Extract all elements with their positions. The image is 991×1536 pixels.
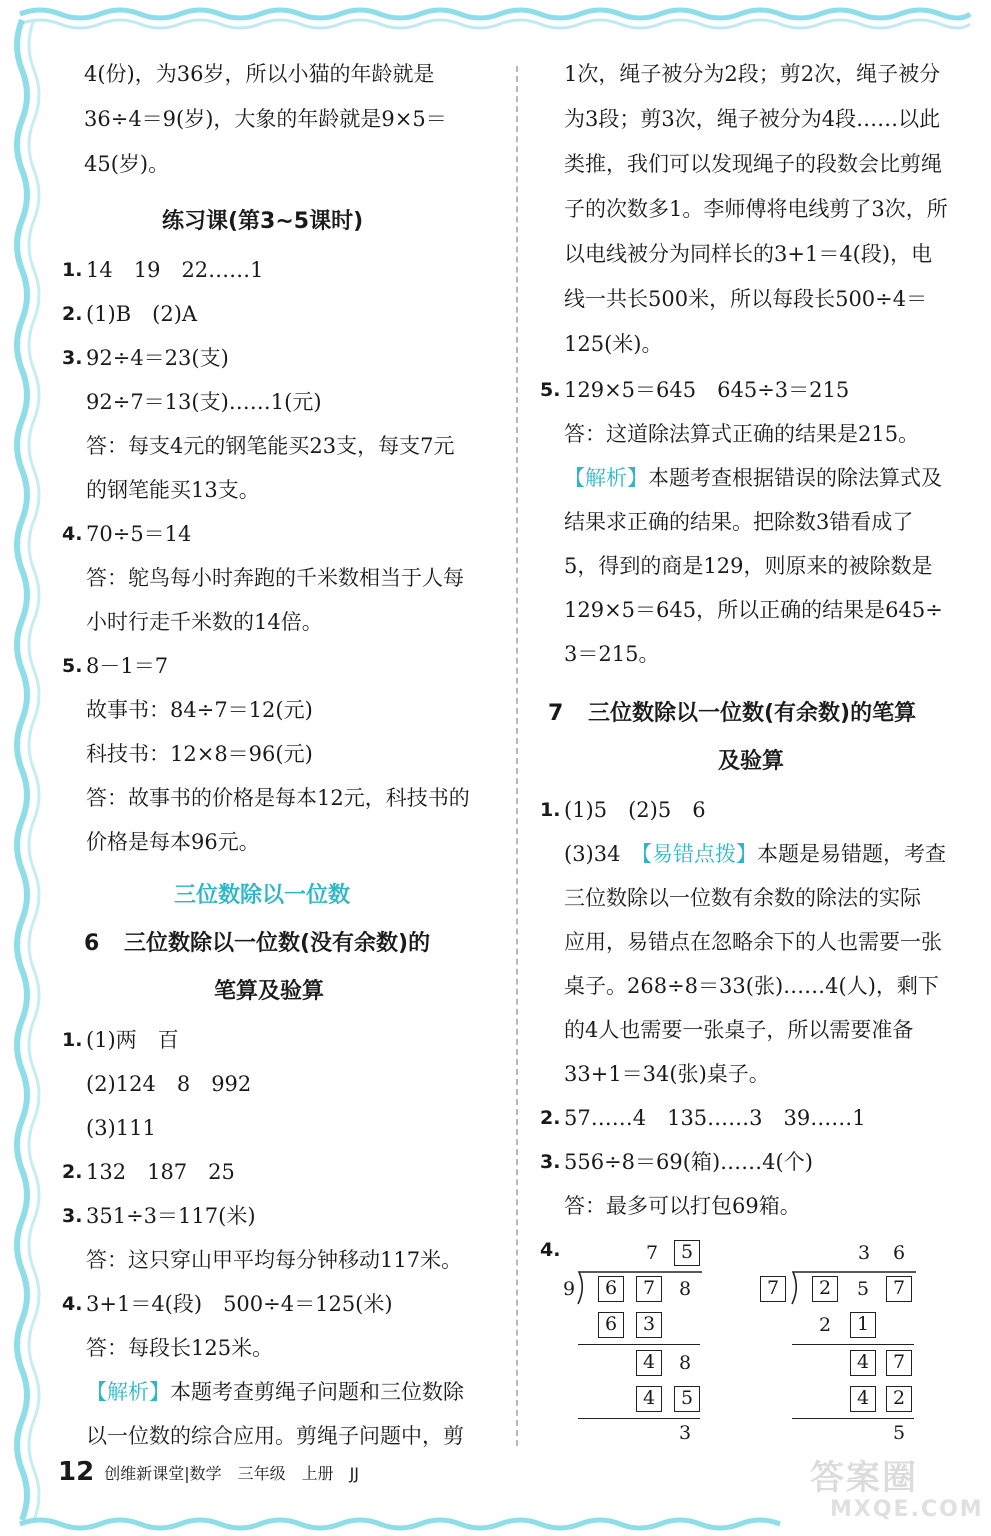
- intro-line: 4(份)，为36岁，所以小猫的年龄就是: [84, 62, 435, 86]
- answer-line: 故事书：84÷7＝12(元): [86, 698, 313, 722]
- question-number: 3.: [62, 1205, 83, 1227]
- question-number: 4.: [540, 1239, 561, 1261]
- answer-box: 6: [598, 1276, 624, 1302]
- intro-line: 36÷4＝9(岁)，大象的年龄就是9×5＝: [84, 107, 447, 131]
- lesson-number: 7: [548, 701, 564, 726]
- answer-line: 的钢笔能买13支。: [86, 478, 260, 502]
- analysis-text: 本题考查根据错误的除法算式及: [648, 466, 942, 490]
- analysis-line: 125(米)。: [564, 332, 663, 356]
- decorative-left-border: [0, 0, 48, 1536]
- analysis-line: [564, 462, 942, 494]
- final-remainder: 3: [678, 1422, 692, 1444]
- divisor-digit: 9: [562, 1278, 576, 1300]
- question-number: 2.: [62, 303, 83, 325]
- answer-line: 70÷5＝14: [86, 522, 192, 546]
- answer-line: (3)111: [86, 1116, 156, 1140]
- analysis-line: 的4人也需要一张桌子，所以需要准备: [564, 1018, 914, 1042]
- question-number: 5.: [540, 379, 561, 401]
- intro-line: 45(岁)。: [84, 152, 170, 176]
- question-number: 1.: [62, 1029, 83, 1051]
- answer-box: 2: [886, 1386, 912, 1412]
- question-number: 5.: [62, 655, 83, 677]
- question-number: 3.: [540, 1151, 561, 1173]
- quotient-digit: 7: [645, 1242, 659, 1264]
- answer-box: 7: [636, 1276, 662, 1302]
- watermark-logo: 答案圈: [810, 1458, 918, 1498]
- analysis-line: 129×5＝645，所以正确的结果是645÷: [564, 598, 943, 622]
- answer-box: 4: [850, 1386, 876, 1412]
- page-footer: [58, 1457, 359, 1487]
- analysis-text: 本题是易错题，考查: [756, 842, 946, 866]
- dividend-digit: 8: [678, 1278, 692, 1300]
- analysis-line: 33+1＝34(张)桌子。: [564, 1062, 770, 1086]
- answer-box: 1: [850, 1312, 876, 1338]
- answer-box: 7: [760, 1276, 786, 1302]
- error-tip-tag: 【易错点拨】: [641, 842, 757, 866]
- page-number: 12: [58, 1457, 95, 1487]
- book-info: 创维新课堂|数学 三年级 上册 JJ: [104, 1463, 360, 1483]
- answer-line: (2)124 8 992: [86, 1072, 252, 1096]
- remainder-digit: 8: [678, 1352, 692, 1374]
- analysis-line: 线一共长500米，所以每段长500÷4＝: [564, 287, 928, 311]
- quotient-digit: 3: [857, 1242, 871, 1264]
- answer-line: (1)5 (2)5 6: [564, 798, 706, 822]
- analysis-text: 本题考查剪绳子问题和三位数除: [170, 1380, 464, 1404]
- answer-box: 2: [812, 1276, 838, 1302]
- analysis-line: 3＝215。: [564, 642, 660, 666]
- answer-line: 132 187 25: [86, 1160, 235, 1184]
- lesson-title: 笔算及验算: [214, 979, 325, 1004]
- answer-line: 答：每支4元的钢笔能买23支，每支7元: [86, 434, 455, 458]
- question-number: 2.: [540, 1107, 561, 1129]
- answer-line: 答：这只穿山甲平均每分钟移动117米。: [86, 1248, 463, 1272]
- answer-line: 科技书：12×8＝96(元): [86, 742, 313, 766]
- lesson-title: 三位数除以一位数(有余数)的笔算: [588, 701, 917, 726]
- analysis-line: 子的次数多1。李师傅将电线剪了3次，所: [564, 197, 948, 221]
- answer-box: 4: [636, 1386, 662, 1412]
- answer-line: 小时行走千米数的14倍。: [86, 610, 323, 634]
- analysis-line: 三位数除以一位数有余数的除法的实际: [564, 886, 921, 910]
- product-digit: 2: [818, 1314, 832, 1336]
- quotient-digit: 6: [892, 1242, 906, 1264]
- division-rule: [792, 1344, 914, 1345]
- answer-line: 92÷4＝23(支): [86, 346, 229, 370]
- analysis-line: 桌子。268÷8＝33(张)……4(人)，剩下: [564, 974, 939, 998]
- answer-box: 5: [674, 1386, 700, 1412]
- answer-box: 4: [636, 1350, 662, 1376]
- answer-line: 答：最多可以打包69箱。: [564, 1194, 801, 1218]
- division-rule: [578, 1344, 700, 1345]
- unit-title: 三位数除以一位数: [174, 883, 351, 908]
- analysis-line: 1次，绳子被分为2段；剪2次，绳子被分: [564, 62, 941, 86]
- question-number: 4.: [62, 1293, 83, 1315]
- question-number: 2.: [62, 1161, 83, 1183]
- answer-box: 7: [886, 1276, 912, 1302]
- question-number: 4.: [62, 523, 83, 545]
- answer-line: 答：每段长125米。: [86, 1336, 274, 1360]
- division-rule: [578, 1418, 700, 1419]
- watermark-url: MXQE.COM: [830, 1497, 984, 1522]
- lesson-title: 及验算: [718, 749, 785, 774]
- answer-line: 答：鸵鸟每小时奔跑的千米数相当于人每: [86, 566, 464, 590]
- analysis-line: 以一位数的综合应用。剪绳子问题中，剪: [86, 1424, 464, 1448]
- answer-box: 3: [636, 1312, 662, 1338]
- analysis-line: 结果求正确的结果。把除数3错看成了: [564, 510, 914, 534]
- lesson-number: 6: [84, 931, 100, 956]
- section-title-practice: 练习课(第3~5课时): [162, 209, 364, 234]
- division-rule: [792, 1418, 914, 1419]
- answer-line: (1)B (2)A: [86, 302, 198, 326]
- answer-line: 92÷7＝13(支)……1(元): [86, 390, 322, 414]
- analysis-line: 以电线被分为同样长的3+1＝4(段)，电: [564, 242, 933, 266]
- question-number: 1.: [540, 799, 561, 821]
- answer-line: 价格是每本96元。: [86, 830, 260, 854]
- decorative-top-border: [0, 0, 991, 40]
- analysis-line: 为3段；剪3次，绳子被分为4段……以此: [564, 107, 941, 131]
- answer-box: 4: [850, 1350, 876, 1376]
- lesson-title: 三位数除以一位数(没有余数)的: [124, 931, 431, 956]
- question-number: 3.: [62, 347, 83, 369]
- final-remainder: 5: [892, 1422, 906, 1444]
- answer-line: 答：这道除法算式正确的结果是215。: [564, 422, 920, 446]
- analysis-line: [564, 838, 946, 870]
- column-divider: [516, 66, 518, 1446]
- dividend-digit: 5: [856, 1278, 870, 1300]
- analysis-line: 5，得到的商是129，则原来的被除数是: [564, 554, 933, 578]
- answer-line: 129×5＝645 645÷3＝215: [564, 378, 850, 402]
- analysis-tag: 【解析】: [564, 466, 648, 490]
- answer-box: 7: [886, 1350, 912, 1376]
- analysis-tag: 【解析】: [86, 1380, 170, 1404]
- question-number: 1.: [62, 259, 83, 281]
- answer-line: (1)两 百: [86, 1028, 179, 1052]
- answer-box: 6: [598, 1312, 624, 1338]
- analysis-line: [86, 1376, 464, 1408]
- answer-line: 14 19 22……1: [86, 258, 264, 282]
- analysis-line: 应用，易错点在忽略余下的人也需要一张: [564, 930, 942, 954]
- answer-line: 556÷8＝69(箱)……4(个): [564, 1150, 813, 1174]
- answer-text: (3)34: [564, 842, 642, 866]
- answer-line: 8－1＝7: [86, 654, 169, 678]
- answer-line: 3+1＝4(段) 500÷4＝125(米): [86, 1292, 393, 1316]
- answer-line: 答：故事书的价格是每本12元，科技书的: [86, 786, 470, 810]
- analysis-line: 类推，我们可以发现绳子的段数会比剪绳: [564, 152, 942, 176]
- answer-line: 351÷3＝117(米): [86, 1204, 256, 1228]
- answer-line: 57……4 135……3 39……1: [564, 1106, 866, 1130]
- answer-box: 5: [674, 1240, 700, 1266]
